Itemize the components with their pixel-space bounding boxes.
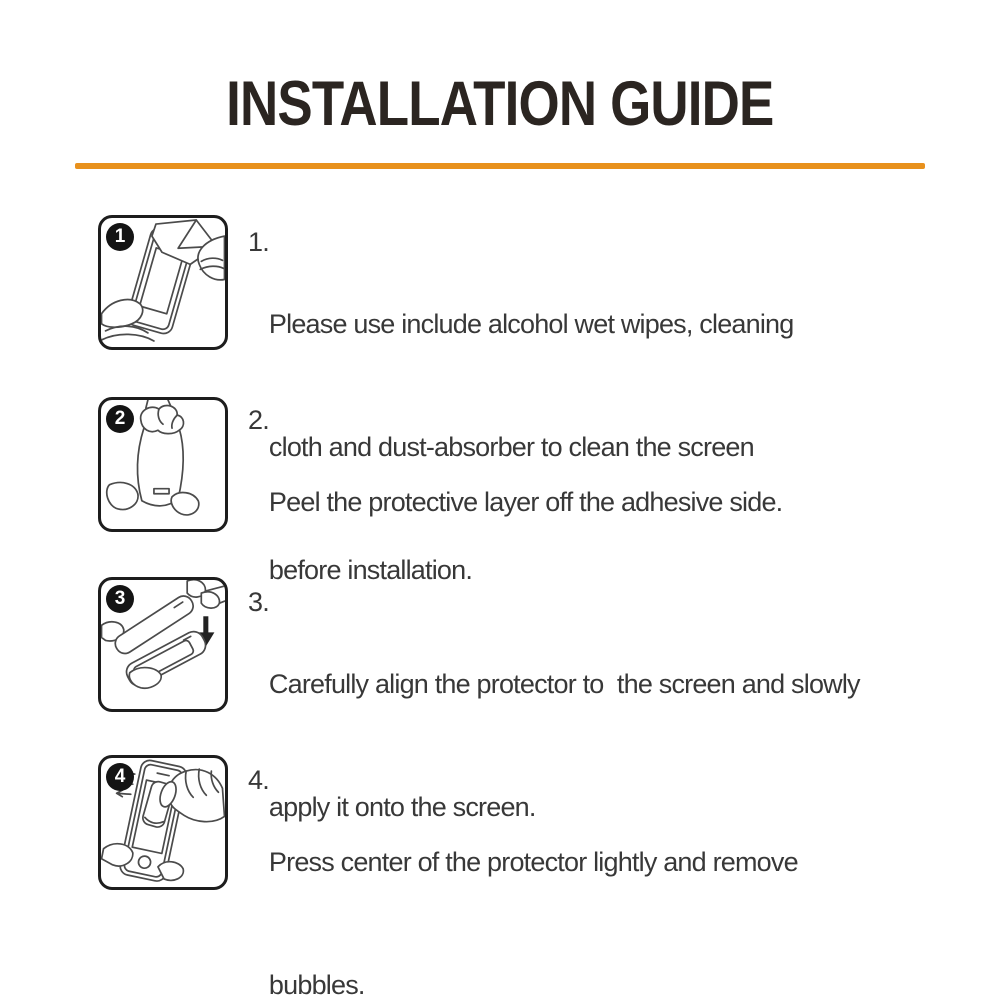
step-3-illustration-box	[98, 577, 228, 712]
step-2-number-badge	[106, 405, 134, 433]
step-1-badge-text: 1	[114, 226, 126, 247]
step-1-number-label: 1.	[248, 227, 269, 257]
step-2-illustration-box	[98, 397, 228, 532]
step-3-number-label: 3.	[248, 587, 269, 617]
step-1-number-badge	[106, 223, 134, 251]
step-3-badge-text: 3	[114, 588, 126, 609]
step-text-line: Carefully align the protector to the screen and slowly	[268, 669, 860, 699]
orange-divider-rule	[75, 163, 925, 169]
step-text-line: cloth and dust-absorber to clean the screen	[268, 432, 754, 462]
step-2-badge-text: 2	[114, 408, 126, 429]
step-4-text	[248, 760, 798, 1000]
step-text-line: bubbles.	[268, 970, 365, 1000]
step-2-lines	[269, 400, 782, 605]
step-text-line: Peel the protective layer off the adhesive side.	[268, 487, 783, 517]
page-title	[0, 68, 1000, 140]
page-title-text: INSTALLATION GUIDE	[226, 69, 774, 139]
step-3-number-badge	[106, 585, 134, 613]
step-4-lines	[269, 760, 798, 1000]
step-text-line: Please use include alcohol wet wipes, cleaning	[268, 309, 794, 339]
step-4-badge-text: 4	[114, 766, 126, 787]
step-4-number-badge	[106, 763, 134, 791]
step-2-number-label: 2.	[248, 405, 269, 435]
step-text-line: before installation.	[268, 555, 473, 585]
step-2-text	[248, 400, 782, 605]
step-4-number-label: 4.	[248, 765, 269, 795]
step-text-line: Press center of the protector lightly and remove	[268, 847, 798, 877]
step-1-illustration-box	[98, 215, 228, 350]
step-text-line: apply it onto the screen.	[268, 792, 536, 822]
step-4-illustration-box	[98, 755, 228, 890]
